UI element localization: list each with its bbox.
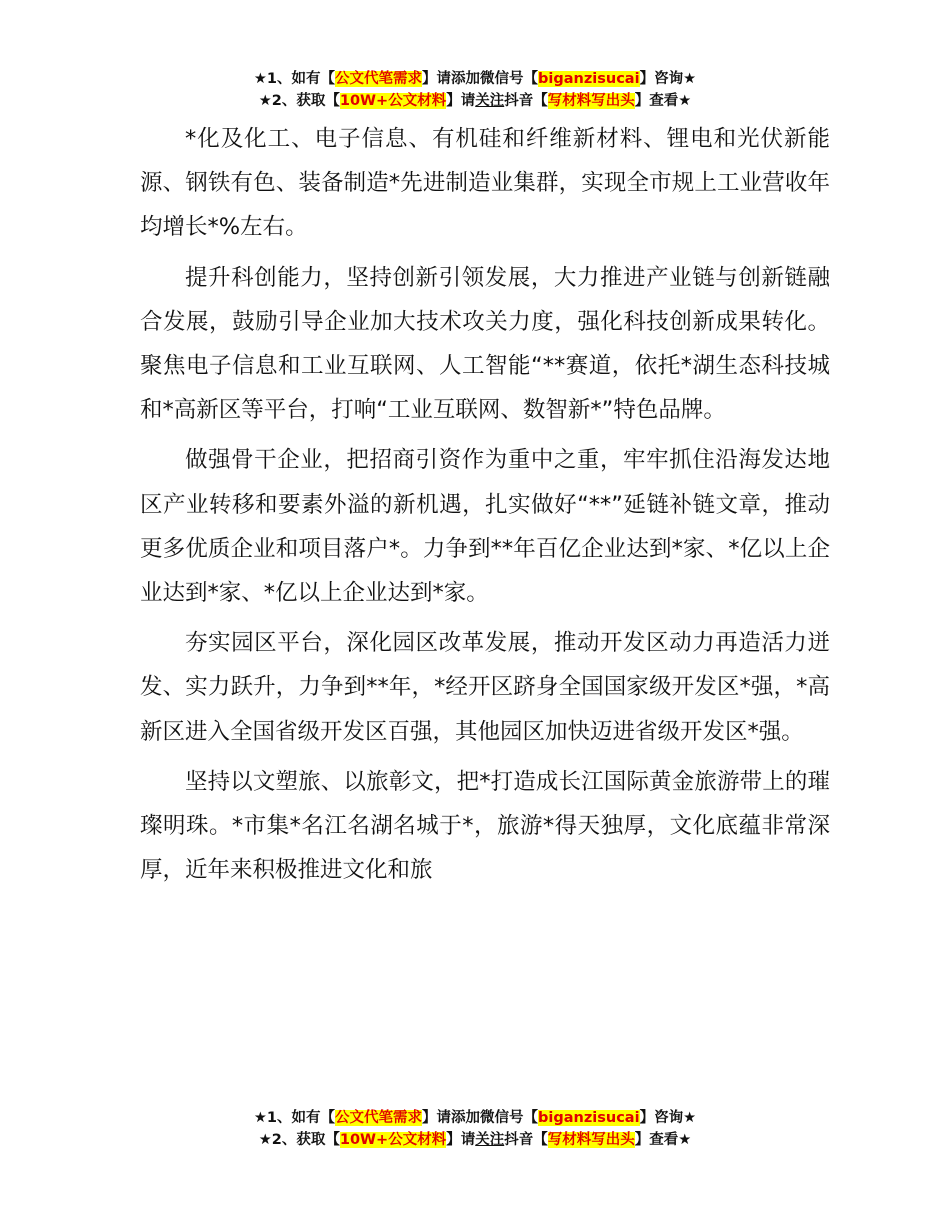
banner-highlight-wechat-id: biganzisucai — [538, 71, 640, 87]
footer-highlight-douyin: 写材料写出头 — [547, 1132, 635, 1148]
footer-line-2-mid2: 抖音【 — [504, 1132, 548, 1148]
banner-highlight-ghostwriting: 公文代笔需求 — [335, 71, 423, 87]
footer-line-1-bold: 添加 — [451, 1110, 481, 1126]
footer-line-2-mid1: 】请 — [446, 1132, 476, 1148]
banner-line-2-prefix: ★2、获取【 — [258, 93, 340, 109]
banner-line-1-prefix: ★1、如有【 — [253, 71, 336, 87]
banner-line-1-mid2: 微信号【 — [480, 71, 539, 87]
banner-line-2-mid2: 抖音【 — [504, 93, 548, 109]
header-banner — [0, 68, 950, 112]
banner-line-1-suffix: 】咨询★ — [639, 71, 697, 87]
footer-line-2-underline: 关注 — [475, 1132, 505, 1148]
footer-line-1-prefix: ★1、如有【 — [253, 1110, 336, 1126]
paragraph-1: *化及化工、电子信息、有机硅和纤维新材料、锂电和光伏新能源、钢铁有色、装备制造*先进制造业集群，实现全市规上工业营收年均增长*%左右。 — [140, 126, 830, 241]
banner-line-1-bold: 添加 — [451, 71, 481, 87]
paragraph-2: 提升科创能力，坚持创新引领发展，大力推进产业链与创新链融合发展，鼓励引导企业加大技术攻关力度，强化科技创新成果转化。聚焦电子信息和工业互联网、人工智能“**赛道，依托*湖生态科技城和*高新区等平台，打响“工业互联网、数智新*”特色品牌。 — [140, 264, 830, 424]
footer-line-1 — [0, 1107, 950, 1129]
footer-line-1-mid2: 微信号【 — [480, 1110, 539, 1126]
banner-highlight-materials: 10W+公文材料 — [339, 93, 447, 109]
banner-line-1-mid1: 】请 — [422, 71, 452, 87]
banner-line-2-suffix: 】查看★ — [634, 93, 692, 109]
footer-banner — [0, 1107, 950, 1151]
footer-line-2 — [0, 1129, 950, 1151]
banner-line-1 — [0, 68, 950, 90]
footer-line-2-suffix: 】查看★ — [634, 1132, 692, 1148]
banner-line-2-underline: 关注 — [475, 93, 505, 109]
document-body — [140, 117, 830, 898]
paragraph-3: 做强骨干企业，把招商引资作为重中之重，牢牢抓住沿海发达地区产业转移和要素外溢的新机遇，扎实做好“**”延链补链文章，推动更多优质企业和项目落户*。力争到**年百亿企业达到*家、*亿以上企业达到*家、*亿以上企业达到*家。 — [140, 447, 830, 607]
paragraph-4: 夯实园区平台，深化园区改革发展，推动开发区动力再造活力迸发、实力跃升，力争到**年，*经开区跻身全国国家级开发区*强，*高新区进入全国省级开发区百强，其他园区加快迈进省级开发区*强。 — [140, 630, 830, 745]
footer-line-1-mid1: 】请 — [422, 1110, 452, 1126]
banner-highlight-douyin: 写材料写出头 — [547, 93, 635, 109]
footer-line-1-suffix: 】咨询★ — [639, 1110, 697, 1126]
footer-highlight-ghostwriting: 公文代笔需求 — [335, 1110, 423, 1126]
footer-highlight-materials: 10W+公文材料 — [339, 1132, 447, 1148]
banner-line-2-mid1: 】请 — [446, 93, 476, 109]
footer-line-2-prefix: ★2、获取【 — [258, 1132, 340, 1148]
paragraph-5: 坚持以文塑旅、以旅彰文，把*打造成长江国际黄金旅游带上的璀璨明珠。*市集*名江名湖名城于*，旅游*得天独厚，文化底蕴非常深厚，近年来积极推进文化和旅 — [140, 768, 830, 884]
banner-line-2 — [0, 90, 950, 112]
footer-highlight-wechat-id: biganzisucai — [538, 1110, 640, 1126]
